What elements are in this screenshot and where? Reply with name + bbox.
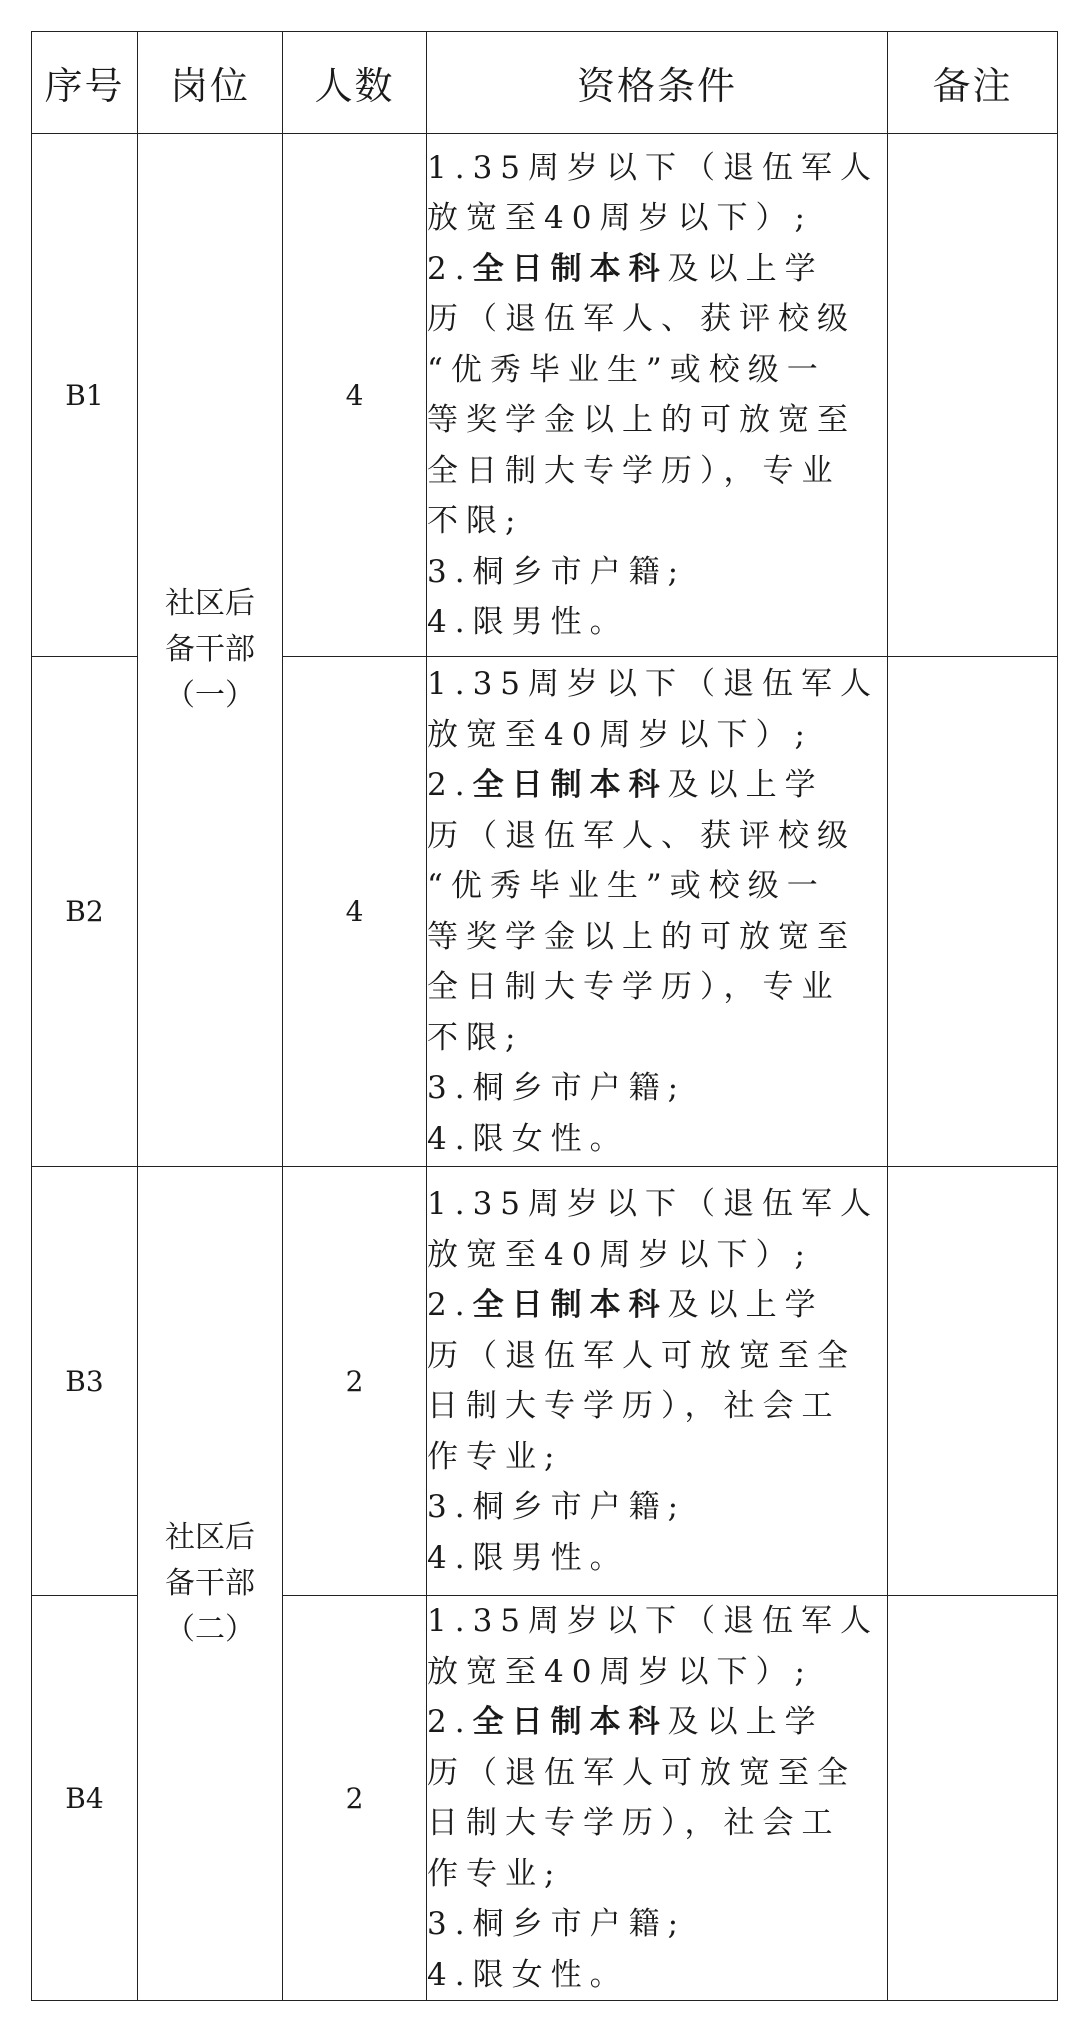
post-line: （一） <box>165 678 255 713</box>
row-id: B4 <box>32 1596 138 2001</box>
requirement-line <box>427 760 887 811</box>
requirement-line: 1.35周岁以下（退伍军人 <box>427 149 880 186</box>
row-id: B1 <box>32 134 138 657</box>
recruitment-table <box>31 31 1058 2001</box>
post-line: 社区后 <box>165 1519 255 1555</box>
requirement-line: 历（退伍军人可放宽至全 <box>427 1754 856 1791</box>
requirements-cell <box>427 134 888 657</box>
requirement-line: 放宽至40周岁以下）; <box>427 200 813 236</box>
row-count: 4 <box>283 657 427 1167</box>
requirement-line: 放宽至40周岁以下）; <box>427 1236 813 1273</box>
requirements-cell <box>427 657 888 1167</box>
requirement-line <box>427 1697 887 1748</box>
note-cell <box>888 1596 1058 2001</box>
row-count: 4 <box>283 134 427 657</box>
requirement-text: 及以上学 <box>667 767 824 803</box>
requirement-emphasis: 全日制本科 <box>472 1704 668 1740</box>
requirement-line: 4.限男性。 <box>427 604 629 640</box>
post-line: 社区后 <box>165 586 255 621</box>
requirements-cell <box>427 1167 888 1596</box>
requirement-line: 1.35周岁以下（退伍军人 <box>427 1186 880 1222</box>
requirement-line: 日制大专学历），社会工 <box>427 1388 841 1424</box>
requirement-text: 2. <box>427 1287 473 1323</box>
header-row <box>32 32 1058 134</box>
requirement-line: 4.限女性。 <box>427 1120 629 1157</box>
row-count: 2 <box>283 1596 427 2001</box>
requirement-line: “优秀毕业生”或校级一 <box>427 868 826 904</box>
requirement-line: 等奖学金以上的可放宽至 <box>427 402 856 438</box>
requirement-line: 放宽至40周岁以下）; <box>427 1653 813 1690</box>
requirement-line: 不限; <box>427 1019 524 1056</box>
requirement-line: 3.桐乡市户籍; <box>427 1489 687 1525</box>
requirement-text: 2. <box>427 250 473 287</box>
requirement-line: 放宽至40周岁以下）; <box>427 716 813 753</box>
requirement-text: 及以上学 <box>667 1287 824 1323</box>
requirement-emphasis: 全日制本科 <box>472 1287 668 1323</box>
requirement-text: 2. <box>427 1704 473 1740</box>
requirement-line: 历（退伍军人可放宽至全 <box>427 1337 856 1374</box>
note-cell <box>888 134 1058 657</box>
header-note: 备注 <box>888 32 1058 134</box>
header-post: 岗位 <box>138 32 283 134</box>
requirement-line <box>427 244 887 295</box>
requirements-cell <box>427 1596 888 2001</box>
header-requirements: 资格条件 <box>427 32 888 134</box>
requirement-line: 3.桐乡市户籍; <box>427 1906 687 1942</box>
post-line: （二） <box>165 1611 255 1647</box>
row-count: 2 <box>283 1167 427 1596</box>
requirement-line: 作专业; <box>427 1855 563 1892</box>
requirement-line: 全日制大专学历），专业 <box>427 452 841 489</box>
requirement-text: 及以上学 <box>667 1704 824 1740</box>
note-cell <box>888 1167 1058 1596</box>
table-row <box>32 134 1058 657</box>
requirement-line: 历（退伍军人、获评校级 <box>427 301 856 337</box>
post-line: 备干部 <box>165 632 255 667</box>
requirement-line: 日制大专学历），社会工 <box>427 1805 841 1841</box>
requirement-emphasis: 全日制本科 <box>472 767 668 803</box>
requirement-line <box>427 1280 887 1331</box>
requirement-line: 历（退伍军人、获评校级 <box>427 817 856 854</box>
requirement-line: 1.35周岁以下（退伍军人 <box>427 1603 880 1639</box>
note-cell <box>888 657 1058 1167</box>
post-line: 备干部 <box>165 1565 255 1601</box>
requirement-line: 不限; <box>427 503 524 539</box>
requirement-emphasis: 全日制本科 <box>472 250 668 287</box>
header-count: 人数 <box>283 32 427 134</box>
requirement-line: 4.限女性。 <box>427 1956 629 1993</box>
requirement-text: 2. <box>427 767 473 803</box>
requirement-line: 4.限男性。 <box>427 1539 629 1576</box>
requirement-text: 及以上学 <box>667 250 824 287</box>
table-row <box>32 1167 1058 1596</box>
post-cell <box>138 134 283 1167</box>
requirement-line: “优秀毕业生”或校级一 <box>427 351 826 388</box>
requirement-line: 3.桐乡市户籍; <box>427 1070 687 1106</box>
row-id: B3 <box>32 1167 138 1596</box>
row-id: B2 <box>32 657 138 1167</box>
requirement-line: 全日制大专学历），专业 <box>427 969 841 1005</box>
header-seq: 序号 <box>32 32 138 134</box>
requirement-line: 作专业; <box>427 1438 563 1475</box>
post-cell <box>138 1167 283 2001</box>
requirement-line: 3.桐乡市户籍; <box>427 553 687 590</box>
requirement-line: 1.35周岁以下（退伍军人 <box>427 666 880 702</box>
requirement-line: 等奖学金以上的可放宽至 <box>427 918 856 955</box>
